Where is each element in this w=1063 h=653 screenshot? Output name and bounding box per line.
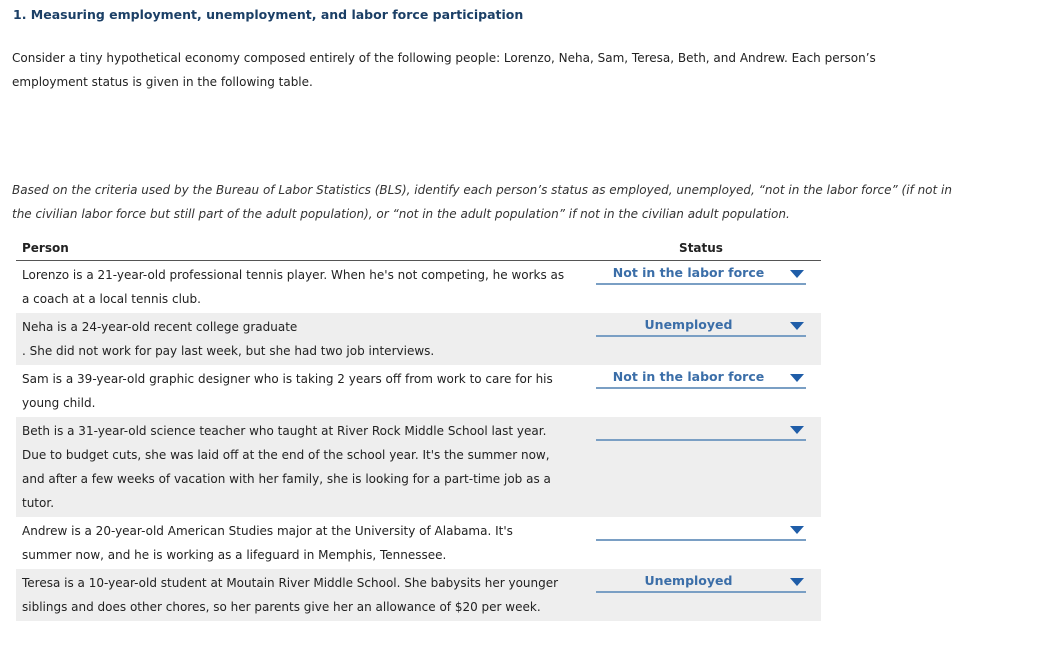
- table-row-lorenzo: [16, 261, 821, 313]
- column-header-person: Person: [22, 241, 69, 255]
- status-dropdown-andrew[interactable]: [596, 521, 806, 541]
- table-header: [16, 237, 821, 261]
- status-dropdown-lorenzo[interactable]: [596, 265, 806, 285]
- status-selected-value: Not in the labor force: [612, 369, 765, 384]
- question-title: 1. Measuring employment, unemployment, and labor force participation: [13, 7, 524, 22]
- intro-text: Consider a tiny hypothetical economy composed entirely of the following people: Lorenzo, Neha, Sam, Teresa, Beth, and Andrew. Each person’s employment status is given in the following table.: [12, 51, 876, 89]
- table-row-neha: [16, 313, 821, 365]
- status-selected-value: Unemployed: [644, 317, 733, 332]
- instructions-text: Based on the criteria used by the Bureau of Labor Statistics (BLS), identify each person’s status as employed, unemployed, “not in the labor force” (if not in the civilian labor force but still part of the adult population), or “not in the adult population” if not in the civilian adult population.: [12, 183, 952, 221]
- status-dropdown-teresa[interactable]: [596, 573, 806, 593]
- table-row-teresa: [16, 569, 821, 621]
- dropdown-arrow-icon[interactable]: [790, 578, 804, 586]
- table-row-beth: [16, 417, 821, 517]
- dropdown-arrow-icon[interactable]: [790, 322, 804, 330]
- status-table: [16, 237, 821, 621]
- table-row-sam: [16, 365, 821, 417]
- person-description: Andrew is a 20-year-old American Studies major at the University of Alabama. It's summer now, and he is working as a lifeguard in Memphis, Tennessee.: [22, 524, 513, 562]
- status-selected-value: Not in the labor force: [612, 265, 765, 280]
- status-dropdown-neha[interactable]: [596, 317, 806, 337]
- status-dropdown-beth[interactable]: [596, 421, 806, 441]
- dropdown-arrow-icon[interactable]: [790, 374, 804, 382]
- status-dropdown-sam[interactable]: [596, 369, 806, 389]
- column-header-status: Status: [679, 241, 723, 255]
- status-selected-value: Unemployed: [644, 573, 733, 588]
- person-description: Beth is a 31-year-old science teacher who taught at River Rock Middle School last year. Due to budget cuts, she was laid off at the end of the school year. It's the summer now, and after a few weeks of vacation with her family, she is looking for a part-time job as a tutor.: [22, 424, 551, 510]
- person-description: Lorenzo is a 21-year-old professional tennis player. When he's not competing, he works as a coach at a local tennis club.: [22, 268, 565, 306]
- person-description: Sam is a 39-year-old graphic designer who is taking 2 years off from work to care for his young child.: [22, 372, 553, 410]
- dropdown-arrow-icon[interactable]: [790, 526, 804, 534]
- dropdown-arrow-icon[interactable]: [790, 426, 804, 434]
- table-row-andrew: [16, 517, 821, 569]
- dropdown-arrow-icon[interactable]: [790, 270, 804, 278]
- person-description: Teresa is a 10-year-old student at Moutain River Middle School. She babysits her younger siblings and does other chores, so her parents give her an allowance of $20 per week.: [22, 576, 559, 614]
- person-description: Neha is a 24-year-old recent college graduate . She did not work for pay last week, but she had two job interviews.: [22, 320, 435, 358]
